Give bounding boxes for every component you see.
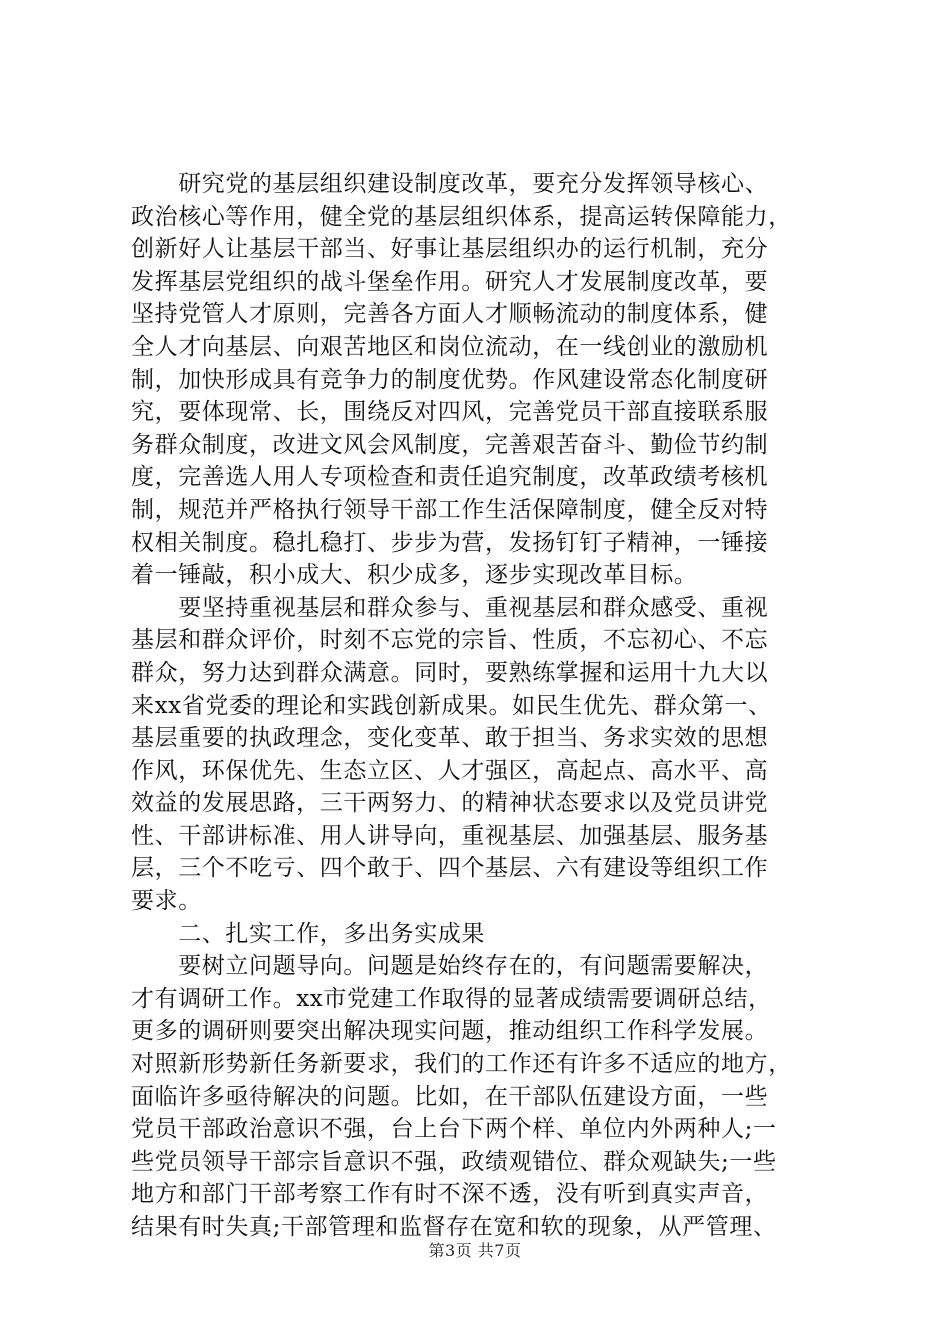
text-line: 地方和部门干部考察工作有时不深不透，没有听到真实声音， [131,1181,769,1208]
document-body [131,168,826,1244]
text-line: 基层重要的执政理念，变化变革、敢于担当、务求实效的思想 [131,725,769,752]
text-line: 才有调研工作。xx市党建工作取得的显著成绩需要调研总结， [131,985,772,1012]
text-line: 全人才向基层、向艰苦地区和岗位流动，在一线创业的激励机 [131,333,769,360]
text-line: 要求。 [131,888,202,915]
text-line: 发挥基层党组织的战斗堡垒作用。研究人才发展制度改革，要 [131,268,769,295]
text-line: 坚持党管人才原则，完善各方面人才顺畅流动的制度体系，健 [131,301,769,328]
text-line: 党员干部政治意识不强，台上台下两个样、单位内外两种人;一 [131,1116,777,1143]
text-line: 基层和群众评价，时刻不忘党的宗旨、性质，不忘初心、不忘 [131,627,769,654]
text-line: 要坚持重视基层和群众参与、重视基层和群众感受、重视 [131,594,769,621]
text-line: 群众，努力达到群众满意。同时，要熟练掌握和运用十九大以 [131,659,769,686]
page-footer: 第3页 共7页 [428,1241,522,1260]
text-line: 度，完善选人用人专项检查和责任追究制度，改革政绩考核机 [131,464,769,491]
text-line: 权相关制度。稳扎稳打、步步为营，发扬钉钉子精神，一锤接 [131,529,769,556]
text-line: 效益的发展思路，三干两努力、的精神状态要求以及党员讲党 [131,790,769,817]
section-heading: 二、扎实工作，多出务实成果 [131,920,485,947]
text-line: 政治核心等作用，健全党的基层组织体系，提高运转保障能力， [131,203,792,230]
text-line: 性、干部讲标准、用人讲导向，重视基层、加强基层、服务基 [131,822,769,849]
text-line: 层，三个不吃亏、四个敢于、四个基层、六有建设等组织工作 [131,855,769,882]
text-line: 些党员领导干部宗旨意识不强，政绩观错位、群众观缺失;一些 [131,1148,777,1175]
text-line: 结果有时失真;干部管理和监督存在宽和软的现象，从严管理、 [131,1214,777,1240]
text-line: 务群众制度，改进文风会风制度，完善艰苦奋斗、勤俭节约制 [131,431,769,458]
text-line: 制，规范并严格执行领导干部工作生活保障制度，健全反对特 [131,496,769,523]
text-line: 作风，环保优先、生态立区、人才强区，高起点、高水平、高 [131,757,769,784]
text-line: 创新好人让基层干部当、好事让基层组织办的运行机制，充分 [131,236,769,263]
text-line: 来xx省党委的理论和实践创新成果。如民生优先、群众第一、 [131,692,772,719]
text-line: 面临许多亟待解决的问题。比如，在干部队伍建设方面，一些 [131,1083,769,1110]
text-line: 研究党的基层组织建设制度改革，要充分发挥领导核心、 [131,171,769,197]
text-line: 更多的调研则要突出解决现实问题，推动组织工作科学发展。 [131,1018,769,1045]
text-line: 要树立问题导向。问题是始终存在的，有问题需要解决， [131,953,769,980]
text-line: 着一锤敲，积小成大、积少成多，逐步实现改革目标。 [131,562,698,589]
text-line: 对照新形势新任务新要求，我们的工作还有许多不适应的地方， [131,1051,792,1078]
text-line: 制，加快形成具有竞争力的制度优势。作风建设常态化制度研 [131,366,769,393]
text-line: 究，要体现常、长，围绕反对四风，完善党员干部直接联系服 [131,399,769,426]
